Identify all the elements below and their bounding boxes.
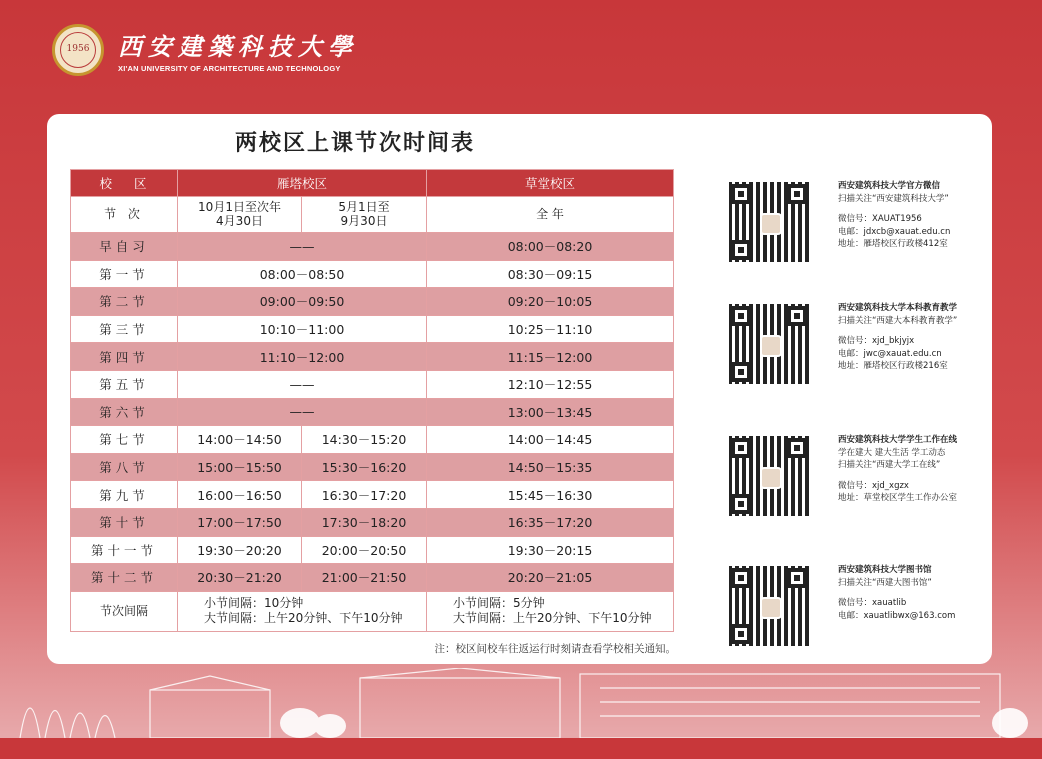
qr-code-icon[interactable] (727, 434, 811, 518)
table-cell: 12:10－12:55 (427, 370, 674, 398)
table-cell: 第八节 (71, 453, 178, 481)
qr-info-block (724, 434, 994, 524)
schedule-table (70, 169, 674, 632)
table-cell: 小节间隔：5分钟 大节间隔：上午20分钟、下午10分钟 (427, 591, 674, 631)
table-row (71, 426, 674, 454)
university-brand (118, 27, 358, 73)
table-cell: 第四节 (71, 343, 178, 371)
qr-text (838, 564, 998, 622)
table-cell: 17:30－18:20 (302, 508, 427, 536)
qr-title: 西安建筑科技大学官方微信 (838, 181, 941, 191)
table-cell: 第九节 (71, 481, 178, 509)
table-cell: 17:00－17:50 (178, 508, 302, 536)
table-cell: 11:15－12:00 (427, 343, 674, 371)
qr-detail: 电邮：jdxcb@xauat.edu.cn (838, 226, 951, 237)
schedule-card (47, 114, 992, 664)
table-cell: —— (178, 233, 427, 261)
university-name-en: XI'AN UNIVERSITY OF ARCHITECTURE AND TECHNOLOGY (118, 64, 341, 73)
qr-info-block (724, 180, 994, 270)
qr-text (838, 434, 998, 505)
qr-detail: 微信号：xjd_bkjyjx (838, 336, 915, 346)
header-row (71, 170, 674, 197)
qr-code-icon[interactable] (727, 180, 811, 264)
qr-title: 西安建筑科技大学图书馆 (838, 565, 932, 575)
table-cell: 14:00－14:50 (178, 426, 302, 454)
qr-detail: 微信号：XAUAT1956 (838, 214, 922, 224)
table-row (71, 288, 674, 316)
table-cell: 10:25－11:10 (427, 315, 674, 343)
table-cell: 全 年 (427, 197, 674, 233)
qr-detail: 地址：草堂校区学生工作办公室 (838, 493, 958, 503)
qr-detail: 地址：雁塔校区行政楼412室 (838, 239, 948, 249)
table-cell: 15:30－16:20 (302, 453, 427, 481)
page-title: 两校区上课节次时间表 (235, 131, 476, 156)
qr-detail: 地址：雁塔校区行政楼216室 (838, 361, 948, 371)
table-cell: 第十节 (71, 508, 178, 536)
table-cell: 16:30－17:20 (302, 481, 427, 509)
table-cell: 第六节 (71, 398, 178, 426)
table-cell: 20:20－21:05 (427, 564, 674, 592)
qr-text (838, 180, 998, 251)
qr-text (838, 302, 998, 373)
table-cell: 16:35－17:20 (427, 508, 674, 536)
header (52, 20, 358, 80)
table-cell: 08:00－08:20 (427, 233, 674, 261)
table-cell: 15:00－15:50 (178, 453, 302, 481)
qr-detail: 电邮：xauatlibwx@163.com (838, 610, 956, 621)
qr-info-block (724, 302, 994, 392)
table-cell: 15:45－16:30 (427, 481, 674, 509)
footnote: 注：校区间校车往返运行时刻请查看学校相关通知。 (434, 643, 676, 655)
table-cell: 16:00－16:50 (178, 481, 302, 509)
table-row (71, 343, 674, 371)
qr-line: 扫描关注“西安建筑科技大学” (838, 193, 949, 204)
table-cell: 19:30－20:20 (178, 536, 302, 564)
table-cell: 小节间隔：10分钟 大节间隔：上午20分钟、下午10分钟 (178, 591, 427, 631)
qr-detail: 电邮：jwc@xauat.edu.cn (838, 348, 942, 359)
table-cell: 10:10－11:00 (178, 315, 427, 343)
table-cell: 09:20－10:05 (427, 288, 674, 316)
table-cell: 20:30－21:20 (178, 564, 302, 592)
table-cell: 14:00－14:45 (427, 426, 674, 454)
table-cell: 14:30－15:20 (302, 426, 427, 454)
table-cell: 校区 (71, 170, 178, 197)
table-cell: 早自习 (71, 233, 178, 261)
bottom-band (0, 738, 1042, 759)
table-cell: 第一节 (71, 260, 178, 288)
table-cell: 节 次 (71, 197, 178, 233)
table-row (71, 233, 674, 261)
qr-line: 扫描关注“西建大图书馆” (838, 577, 932, 588)
table-cell: 5月1日至 9月30日 (302, 197, 427, 233)
qr-code-icon[interactable] (727, 564, 811, 648)
qr-title: 西安建筑科技大学学生工作在线 (838, 435, 958, 445)
qr-detail: 微信号：xauatlib (838, 598, 907, 608)
table-row (71, 370, 674, 398)
qr-detail: 微信号：xjd_xgzx (838, 480, 909, 491)
qr-title: 西安建筑科技大学本科教育教学 (838, 303, 958, 313)
qr-line: 学在建大 建大生活 学工动态 (838, 447, 946, 458)
table-cell: 21:00－21:50 (302, 564, 427, 592)
table-row (71, 564, 674, 592)
interval-row (71, 591, 674, 631)
table-cell: 第三节 (71, 315, 178, 343)
table-cell: 08:30－09:15 (427, 260, 674, 288)
table-cell: 第十二节 (71, 564, 178, 592)
table-cell: 08:00－08:50 (178, 260, 427, 288)
table-cell: 第五节 (71, 370, 178, 398)
table-cell: 雁塔校区 (178, 170, 427, 197)
table-cell: —— (178, 370, 427, 398)
table-cell: 10月1日至次年 4月30日 (178, 197, 302, 233)
qr-line: 扫描关注“西建大本科教育教学” (838, 315, 958, 326)
table-cell: 11:10－12:00 (178, 343, 427, 371)
table-cell: 19:30－20:15 (427, 536, 674, 564)
qr-code-icon[interactable] (727, 302, 811, 386)
table-cell: 09:00－09:50 (178, 288, 427, 316)
university-name-cn: 西安建築科技大學 (118, 32, 358, 61)
qr-info-block (724, 564, 994, 654)
table-cell: 节次间隔 (71, 591, 178, 631)
table-row (71, 260, 674, 288)
table-cell: —— (178, 398, 427, 426)
table-row (71, 398, 674, 426)
table-row (71, 481, 674, 509)
campus-skyline-illustration (0, 668, 1042, 738)
table-cell: 第七节 (71, 426, 178, 454)
season-row (71, 197, 674, 233)
table-row (71, 536, 674, 564)
table-cell: 第十一节 (71, 536, 178, 564)
table-cell: 20:00－20:50 (302, 536, 427, 564)
table-cell: 13:00－13:45 (427, 398, 674, 426)
table-row (71, 315, 674, 343)
table-cell: 14:50－15:35 (427, 453, 674, 481)
table-cell: 第二节 (71, 288, 178, 316)
table-row (71, 453, 674, 481)
qr-line: 扫描关注“西建大学工在线” (838, 460, 941, 470)
table-row (71, 508, 674, 536)
table-cell: 草堂校区 (427, 170, 674, 197)
university-seal-logo: 1956 (52, 24, 104, 76)
